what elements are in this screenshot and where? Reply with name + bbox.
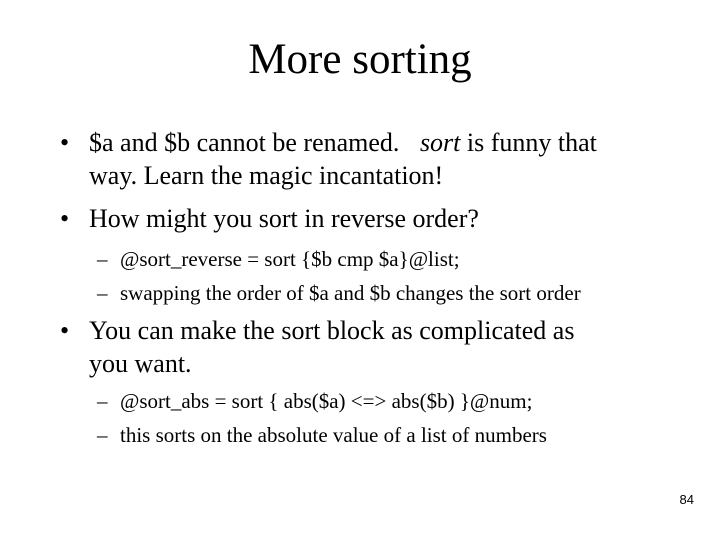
page-number: 84: [679, 492, 694, 507]
bullet-renaming: [60, 126, 700, 196]
bullet-marker: •: [60, 128, 70, 157]
sub-bullet-text: @sort_reverse = sort {$b cmp $a}@list;: [120, 247, 460, 271]
sub-bullet-marker: –: [97, 281, 108, 305]
bullet-line: $a and $b cannot be renamed.: [89, 128, 400, 157]
sub-bullet-text: @sort_abs = sort { abs($a) <=> abs($b) }@num;: [120, 389, 533, 413]
bullet-text: How might you sort in reverse order?: [89, 204, 479, 233]
bullet-marker: •: [60, 204, 70, 233]
bullet-line-continued: is funny that: [460, 128, 597, 157]
bullet-complicated-block: [60, 314, 700, 384]
bullet-line: way. Learn the magic incantation!: [89, 161, 444, 190]
italic-sort-word: sort: [419, 128, 461, 157]
sub-bullet-marker: –: [97, 423, 108, 447]
sub-bullet-text: this sorts on the absolute value of a list of numbers: [120, 423, 547, 447]
sub-bullet-marker: –: [97, 389, 108, 413]
bullet-marker: •: [60, 316, 70, 345]
bullet-text: [89, 314, 669, 380]
bullet-text: [89, 126, 669, 192]
sub-bullet-marker: –: [97, 247, 108, 271]
bullet-reverse-order: [60, 202, 700, 238]
bullet-line: You can make the sort block as complicated as: [89, 316, 575, 345]
bullet-line: you want.: [89, 349, 192, 378]
sub-bullet-text: swapping the order of $a and $b changes the sort order: [120, 281, 581, 305]
slide-title: More sorting: [248, 36, 472, 83]
